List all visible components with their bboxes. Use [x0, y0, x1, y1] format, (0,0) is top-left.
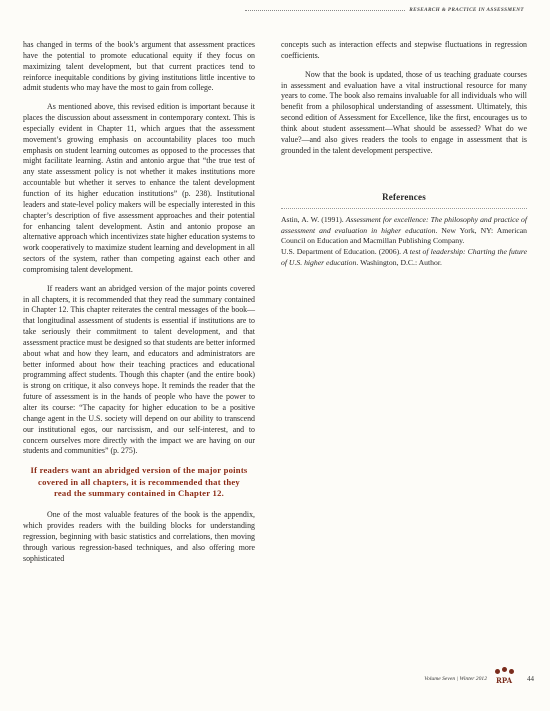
page-footer	[424, 667, 534, 691]
left-paragraph-2: As mentioned above, this revised edition is important because it places the discussion about assessment in contemporary context. This is especially evident in Chapter 11, which argues that the assessment movement’s growing emphasis on accountability places too much emphasis on student learning outcomes as opposed to the processes that might facilitate learning. Astin and antonio argue that “the true test of any state assessment policy is not whether it makes institutions more accountable but whether it serves to enhance the talent development function of its higher education institutions” (p. 238). Institutional leaders and state-level policy makers will be especially interested in this chapter’s description of five assessment approaches and their potential for enhancing talent development. Astin and antonio propose an alternative approach which incentivizes state higher education systems to work cooperatively to maximize student learning and development in all sectors of the system, rather than competing against each other and compromising talent development.	[23, 102, 255, 274]
right-column	[281, 40, 527, 268]
header-dotted-rule	[245, 10, 405, 11]
running-header	[245, 7, 524, 13]
running-title: RESEARCH & PRACTICE IN ASSESSMENT	[409, 7, 524, 13]
logo-text: RPA	[496, 676, 513, 685]
reference-2	[281, 247, 527, 268]
issue-label: Volume Seven | Winter 2012	[424, 676, 487, 682]
left-paragraph-1: has changed in terms of the book’s argument that assessment practices have the potential to promote educational equity if they focus on maximizing talent development, but that current practices tend to reinforce inequitable conditions by giving institutions little incentive to admit students who may have the most to gain from college.	[23, 40, 255, 93]
reference-1-author: Astin, A. W. (1991).	[281, 215, 346, 225]
page-number: 44	[527, 675, 534, 683]
left-column	[23, 40, 255, 565]
reference-1-title: Assessment for excellence: The philosophy and practice of assessment and evaluation in higher education	[281, 215, 527, 235]
reference-2-publisher: . Washington, D.C.: Author.	[356, 257, 442, 267]
right-paragraph-1: concepts such as interaction effects and stepwise fluctuations in regression coefficients.	[281, 40, 527, 60]
rpa-logo-icon	[493, 667, 519, 691]
reference-1	[281, 215, 527, 247]
reference-2-author: U.S. Department of Education. (2006).	[281, 247, 404, 257]
pull-quote: If readers want an abridged version of the major points covered in all chapters, it is recommended that they read the summary contained in Chapter 12.	[30, 465, 248, 499]
reference-2-title: A test of leadership: Charting the future of U.S. higher education	[281, 247, 527, 267]
reference-1-publisher: . New York, NY: American Council on Education and Macmillan Publishing Company.	[281, 225, 527, 246]
references-heading: References	[382, 192, 426, 203]
left-paragraph-4: One of the most valuable features of the book is the appendix, which provides readers with the building blocks for understanding regression, beginning with basic statistics and correlations, then moving through various regression-based techniques, and also offering more sophisticated	[23, 510, 255, 563]
left-paragraph-3: If readers want an abridged version of the major points covered in all chapters, it is recommended that they read the summary contained in Chapter 12. This chapter reiterates the central messages of the book—that longitudinal assessment of students is essential if institutions are to take seriously their commitment to talent development, and that assessment practice must be designed so that students are better informed about what and how they learn, and educators and administrators are better informed about how their teaching practices and educational programming affect students. Though this chapter (and the entire book) is strong on critique, it also conveys hope. It reminds the reader that the future of assessment is in the hands of people who have the power to alter its course: “The capacity for higher education to be a positive change agent in the U.S. society will depend on our ability to transcend our institutional egos, our narcissism, and our self-interest, and to concern ourselves more directly with the impact we are having on our students and communities” (p. 275).	[23, 283, 255, 456]
right-paragraph-2: Now that the book is updated, those of us teaching graduate courses in assessment and evaluation have a vital instructional resource for many years to come. The book also remains invaluable for all individuals who will benefit from a philosophical understanding of assessment. Ultimately, this second edition of Assessment for Excellence, like the first, encourages us to think about student assessment—What should be assessed? What do we value?—and also gives readers the tools to engage in assessment that is grounded in the talent development perspective.	[281, 69, 527, 155]
references-divider	[281, 208, 527, 209]
